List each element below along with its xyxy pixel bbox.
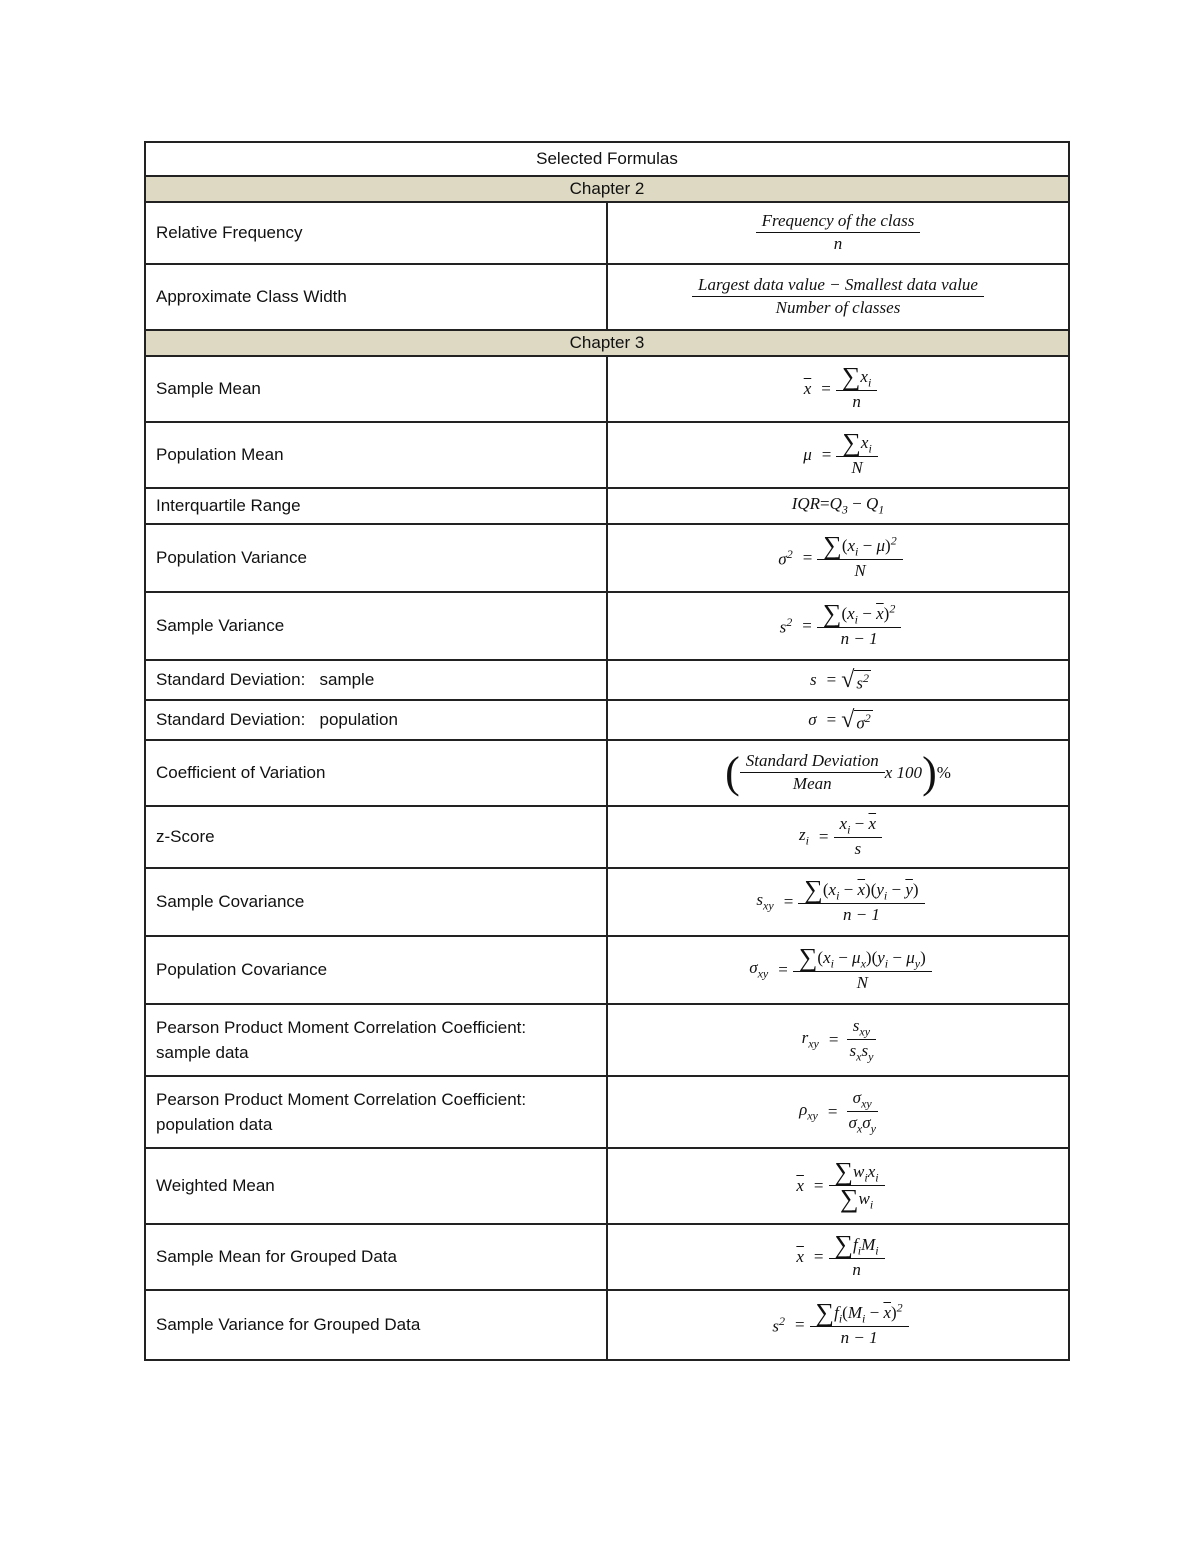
- table-row: [145, 264, 1069, 330]
- row-label-pearson-sample: [145, 1004, 607, 1076]
- formula-table: [144, 141, 1070, 1361]
- row-label-grouped-variance: Sample Variance for Grouped Data: [145, 1290, 607, 1360]
- row-label-pearson-sample-line2: sample data: [156, 1043, 249, 1062]
- table-row: [145, 740, 1069, 806]
- formula-population-variance: $\sigma^2$ = $\frac{\sum(x_i - \mu)^2}{N}$: [607, 524, 1069, 592]
- table-row: [145, 806, 1069, 868]
- row-label-pearson-population-line1: Pearson Product Moment Correlation Coefficient:: [156, 1089, 527, 1109]
- row-label-weighted-mean: Weighted Mean: [145, 1148, 607, 1224]
- row-label-z-score: z-Score: [145, 806, 607, 868]
- row-label-pearson-sample-line1: Pearson Product Moment Correlation Coefficient:: [156, 1017, 527, 1037]
- row-label-sample-variance: Sample Variance: [145, 592, 607, 660]
- table-row: [145, 524, 1069, 592]
- formula-sd-population: σ = √ $\sigma^2$: [607, 700, 1069, 740]
- table-row: [145, 1224, 1069, 1290]
- formula-relative-frequency: $\frac{\text{Frequency of the class}}{n}$: [607, 202, 1069, 264]
- table-row: [145, 1290, 1069, 1360]
- row-label-sd-population: Standard Deviation: population: [145, 700, 607, 740]
- row-label-population-variance: Population Variance: [145, 524, 607, 592]
- table-row: [145, 700, 1069, 740]
- table-row: [145, 422, 1069, 488]
- row-label-relative-frequency: Relative Frequency: [145, 202, 607, 264]
- table-row: [145, 1004, 1069, 1076]
- formula-grouped-mean: $\overline{x}$ = $\frac{\sum f_iM_i}{n}$: [607, 1224, 1069, 1290]
- formula-coefficient-of-variation: ( $\frac{\text{Standard Deviation}}{\text{Mean}}$ x 100 ) %: [607, 740, 1069, 806]
- formula-sample-covariance: $s_{xy}$ = $\frac{\sum(x_i - \overline{x})(y_i - \overline{y})}{n - 1}$: [607, 868, 1069, 936]
- chapter-2-label: Chapter 2: [145, 176, 1069, 202]
- formula-population-covariance: $\sigma_{xy}$ = $\frac{\sum(x_i - \mu_x)(y_i - \mu_y)}{N}$: [607, 936, 1069, 1004]
- formula-grouped-variance: $s^2$ = $\frac{\sum f_i(M_i - \overline{x})^2}{n - 1}$: [607, 1290, 1069, 1360]
- table-row: [145, 356, 1069, 422]
- row-label-population-covariance: Population Covariance: [145, 936, 607, 1004]
- formula-sample-variance: $s^2$ = $\frac{\sum(x_i - \overline{x})^2}{n - 1}$: [607, 592, 1069, 660]
- table-row: [145, 1076, 1069, 1148]
- chapter-2-header: [145, 176, 1069, 202]
- table-title: Selected Formulas: [145, 142, 1069, 176]
- row-label-population-mean: Population Mean: [145, 422, 607, 488]
- table-row: [145, 592, 1069, 660]
- table-row: [145, 488, 1069, 524]
- row-label-sample-mean: Sample Mean: [145, 356, 607, 422]
- table-row: [145, 1148, 1069, 1224]
- table-row: [145, 660, 1069, 700]
- formula-z-score: $z_i$ = $\frac{x_i - \overline{x}}{s}$: [607, 806, 1069, 868]
- chapter-3-label: Chapter 3: [145, 330, 1069, 356]
- formula-population-mean: μ = $\frac{\sum x_i}{N}$: [607, 422, 1069, 488]
- row-label-grouped-mean: Sample Mean for Grouped Data: [145, 1224, 607, 1290]
- row-label-pearson-population: [145, 1076, 607, 1148]
- formula-iqr: $IQR=Q_3 - Q_1$: [607, 488, 1069, 524]
- row-label-pearson-population-line2: population data: [156, 1115, 273, 1134]
- row-label-sample-covariance: Sample Covariance: [145, 868, 607, 936]
- row-label-coefficient-of-variation: Coefficient of Variation: [145, 740, 607, 806]
- formula-sample-mean: $\overline{x}$ = $\frac{\sum x_i}{n}$: [607, 356, 1069, 422]
- formula-sd-sample: s = √ $s^2$: [607, 660, 1069, 700]
- row-label-sd-sample: Standard Deviation: sample: [145, 660, 607, 700]
- title-row: [145, 142, 1069, 176]
- formula-weighted-mean: $\overline{x}$ = $\frac{\sum w_ix_i}{\sum w_i}$: [607, 1148, 1069, 1224]
- row-label-class-width: Approximate Class Width: [145, 264, 607, 330]
- chapter-3-header: [145, 330, 1069, 356]
- formula-class-width: $\frac{\text{Largest data value − Smallest data value}}{\text{Number of classes}}$: [607, 264, 1069, 330]
- table-row: [145, 936, 1069, 1004]
- table-row: [145, 202, 1069, 264]
- formula-pearson-sample: $r_{xy}$ = $\frac{s_{xy}}{s_xs_y}$: [607, 1004, 1069, 1076]
- formula-pearson-population: $\rho_{xy}$ = $\frac{\sigma_{xy}}{\sigma_x\sigma_y}$: [607, 1076, 1069, 1148]
- table-row: [145, 868, 1069, 936]
- row-label-iqr: Interquartile Range: [145, 488, 607, 524]
